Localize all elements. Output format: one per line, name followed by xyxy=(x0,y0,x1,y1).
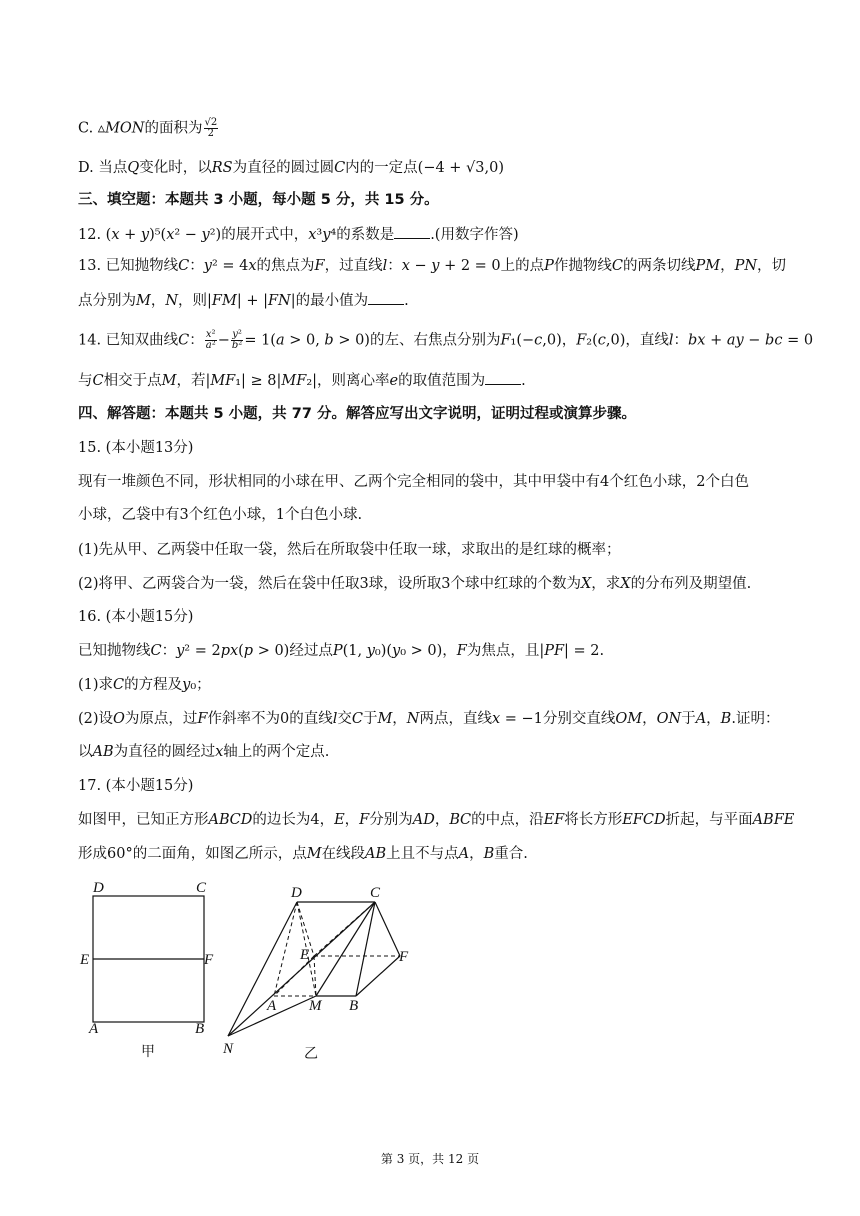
caption-jia: 甲 xyxy=(141,1044,155,1060)
question-17-line-1: 如图甲，已知正方形𝐴𝐵𝐶𝐷的边长为4，𝐸，𝐹分别为𝐴𝐷，𝐵𝐶的中点，沿𝐸𝐹将长方形𝐸𝐹𝐶𝐷折起，与平面𝐴𝐵𝐹𝐸 xyxy=(78,812,795,828)
question-16-part-2: (2)设𝑂为原点，过𝐹作斜率不为0的直线𝑙交𝐶于𝑀，𝑁两点，直线𝑥 = −1分别交直线𝑂𝑀，𝑂𝑁于𝐴，𝐵.证明： xyxy=(78,711,780,727)
section-3-heading: 三、填空题：本题共 3 小题，每小题 5 分，共 15 分。 xyxy=(78,192,439,208)
section-4-heading: 四、解答题：本题共 5 小题，共 77 分。解答应写出文字说明，证明过程或演算步骤。 xyxy=(78,406,636,422)
option-c-text: C. ▵𝑀𝑂𝑁的面积为 xyxy=(78,120,203,137)
figure-left-square xyxy=(93,896,204,1022)
question-16-line-1: 已知抛物线𝐶：𝑦² = 2𝑝𝑥(𝑝 > 0)经过点𝑃(1, 𝑦₀)(𝑦₀ > 0)，𝐹为焦点，且|𝑃𝐹| = 2. xyxy=(78,643,605,659)
fraction: $\frac{\text{𝑦²}}{\text{𝑏²}}$ xyxy=(231,329,243,351)
fraction: $\frac{\text{𝑥²}}{\text{𝑎²}}$ xyxy=(205,329,216,351)
label-e: E xyxy=(80,952,90,968)
label-d: D xyxy=(93,880,104,896)
answer-blank xyxy=(394,224,430,239)
question-13-line-1: 13. 已知抛物线𝐶：𝑦² = 4𝑥的焦点为𝐹，过直线𝑙：𝑥 − 𝑦 + 2 = 0上的点𝑃作抛物线𝐶的两条切线𝑃𝑀，𝑃𝑁，切 xyxy=(78,258,787,274)
question-12: 12. (𝑥 + 𝑦)⁵(𝑥² − 𝑦²)的展开式中，𝑥³𝑦⁴的系数是 .(用数字作答) xyxy=(78,224,519,245)
question-15-heading: 15. (本小题13分) xyxy=(78,440,194,456)
label-b: B xyxy=(195,1021,205,1037)
label-f: F xyxy=(399,949,409,965)
figure-right-solid xyxy=(228,902,400,1036)
question-15-part-2: (2)将甲、乙两袋合为一袋，然后在袋中任取3球，设所取3个球中红球的个数为𝑋，求𝑋的分布列及期望值. xyxy=(78,576,752,592)
fraction: $\frac{√2}{2}$ xyxy=(204,117,218,139)
question-16-heading: 16. (本小题15分) xyxy=(78,609,194,625)
label-f: F xyxy=(204,952,214,968)
answer-blank xyxy=(368,290,404,305)
geometry-figure xyxy=(78,872,438,1072)
label-a: A xyxy=(267,998,277,1014)
answer-blank xyxy=(485,370,521,385)
question-16-line-4: 以𝐴𝐵为直径的圆经过𝑥轴上的两个定点. xyxy=(78,744,330,760)
question-15-part-1: (1)先从甲、乙两袋中任取一袋，然后在所取袋中任取一球，求取出的是红球的概率； xyxy=(78,542,621,558)
label-a: A xyxy=(89,1021,99,1037)
option-c xyxy=(78,118,219,139)
question-17-heading: 17. (本小题15分) xyxy=(78,778,194,794)
label-e: E xyxy=(300,947,310,963)
question-15-line-2: 小球，乙袋中有3个红色小球，1个白色小球. xyxy=(78,507,363,523)
page-footer: 第 3 页，共 12 页 xyxy=(380,1152,480,1166)
option-d: D. 当点𝑄变化时，以𝑅𝑆为直径的圆过圆𝐶内的一定点(−4 + √3,0) xyxy=(78,160,505,176)
label-d: D xyxy=(291,885,302,901)
question-15-line-1: 现有一堆颜色不同，形状相同的小球在甲、乙两个完全相同的袋中，其中甲袋中有4个红色小球，2个白色 xyxy=(78,474,749,490)
question-14-line-1: 14. 已知双曲线𝐶： $\frac{\text{𝑥²}}{\text{𝑎²}}$ − $\frac{\text{𝑦²}}{\text{𝑏²}}$ = 1(𝑎 > 0, 𝑏 > 0)的左、右焦点分别为𝐹₁(−𝑐,0)，𝐹₂(𝑐,0)，直线𝑙：𝑏𝑥 + 𝑎𝑦 − 𝑏𝑐 = 0 xyxy=(78,329,814,351)
question-17-line-2: 形成60°的二面角，如图乙所示，点𝑀在线段𝐴𝐵上且不与点𝐴，𝐵重合. xyxy=(78,846,528,862)
label-c: C xyxy=(370,885,381,901)
question-14-line-2: 与𝐶相交于点𝑀，若|𝑀𝐹₁| ≥ 8|𝑀𝐹₂|，则离心率𝑒的取值范围为 . xyxy=(78,370,526,391)
label-n: N xyxy=(223,1041,234,1057)
label-c: C xyxy=(196,880,207,896)
caption-yi: 乙 xyxy=(304,1046,318,1062)
label-m: M xyxy=(309,998,322,1014)
question-13-line-2: 点分别为𝑀，𝑁，则|𝐹𝑀| + |𝐹𝑁|的最小值为 . xyxy=(78,290,409,311)
question-16-part-1: (1)求𝐶的方程及𝑦₀； xyxy=(78,677,211,693)
label-b: B xyxy=(349,998,359,1014)
